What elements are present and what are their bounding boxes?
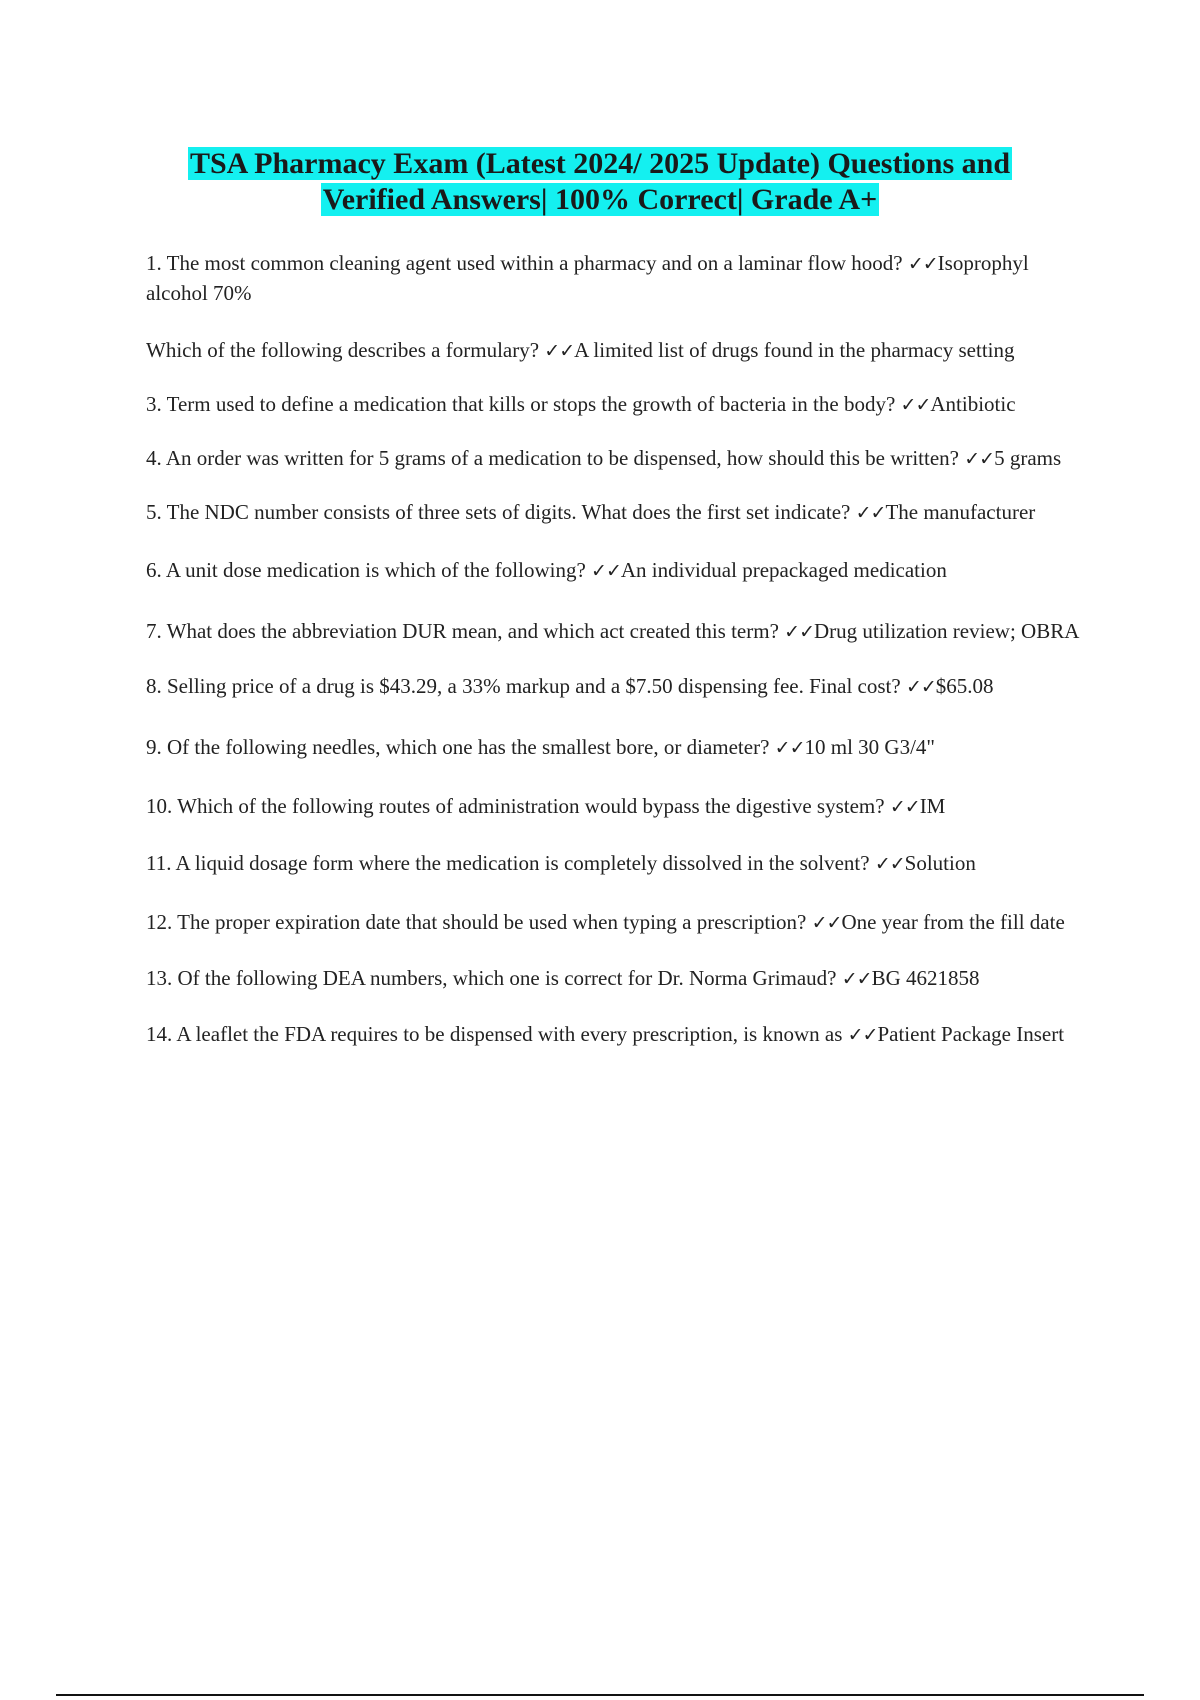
answer-text: 10 ml 30 G3/4" — [804, 735, 935, 759]
check-icon: ✓✓ — [900, 394, 931, 416]
qa-item — [146, 733, 1086, 763]
answer-text: An individual prepackaged medication — [620, 558, 947, 582]
check-icon: ✓✓ — [841, 968, 872, 990]
question-text: 4. An order was written for 5 grams of a medication to be dispensed, how should this be written? — [146, 446, 959, 470]
qa-item — [146, 249, 1086, 308]
question-text: 10. Which of the following routes of administration would bypass the digestive system? — [146, 794, 885, 818]
qa-item — [146, 792, 1086, 822]
question-text: 6. A unit dose medication is which of the following? — [146, 558, 586, 582]
answer-text: One year from the fill date — [841, 910, 1065, 934]
answer-text: Isoprophyl alcohol 70% — [146, 251, 1029, 305]
answer-text: Drug utilization review; OBRA — [814, 619, 1080, 643]
answer-text: Patient Package Insert — [877, 1022, 1065, 1046]
qa-item — [146, 672, 1086, 702]
answer-text: BG 4621858 — [871, 966, 980, 990]
qa-item — [146, 336, 1086, 366]
answer-text: $65.08 — [935, 674, 994, 698]
question-text: 5. The NDC number consists of three sets of digits. What does the first set indicate? — [146, 500, 851, 524]
question-text: 12. The proper expiration date that should be used when typing a prescription? — [146, 910, 807, 934]
check-icon: ✓✓ — [847, 1024, 878, 1046]
qa-item — [146, 390, 1086, 420]
question-text: 3. Term used to define a medication that kills or stops the growth of bacteria in the body? — [146, 392, 896, 416]
question-text: 13. Of the following DEA numbers, which one is correct for Dr. Norma Grimaud? — [146, 966, 837, 990]
qa-item — [146, 908, 1086, 938]
question-text: 9. Of the following needles, which one has the smallest bore, or diameter? — [146, 735, 770, 759]
title-line-1: TSA Pharmacy Exam (Latest 2024/ 2025 Update) Questions and — [189, 147, 1011, 180]
footer-divider — [56, 1694, 1144, 1696]
check-icon: ✓✓ — [889, 796, 920, 818]
answer-text: Antibiotic — [930, 392, 1016, 416]
qa-item — [146, 1020, 1086, 1050]
answer-text: IM — [919, 794, 946, 818]
check-icon: ✓✓ — [907, 253, 938, 275]
check-icon: ✓✓ — [811, 912, 842, 934]
question-text: 11. A liquid dosage form where the medication is completely dissolved in the solvent? — [146, 851, 870, 875]
qa-item — [146, 556, 1086, 586]
qa-item — [146, 617, 1086, 647]
check-icon: ✓✓ — [774, 737, 805, 759]
qa-item — [146, 444, 1086, 474]
question-text: 7. What does the abbreviation DUR mean, and which act created this term? — [146, 619, 779, 643]
qa-item — [146, 964, 1086, 994]
document-title — [0, 146, 1200, 218]
qa-list — [146, 249, 1086, 1050]
check-icon: ✓✓ — [784, 621, 814, 643]
answer-text: 5 grams — [994, 446, 1062, 470]
check-icon: ✓✓ — [591, 560, 621, 582]
question-text: 1. The most common cleaning agent used within a pharmacy and on a laminar flow hood? — [146, 251, 903, 275]
check-icon: ✓✓ — [855, 502, 886, 524]
question-text: 14. A leaflet the FDA requires to be dispensed with every prescription, is known as — [146, 1022, 843, 1046]
check-icon: ✓✓ — [544, 340, 575, 362]
question-text: Which of the following describes a formulary? — [146, 338, 540, 362]
question-text: 8. Selling price of a drug is $43.29, a 33% markup and a $7.50 dispensing fee. Final cost? — [146, 674, 901, 698]
check-icon: ✓✓ — [874, 853, 905, 875]
qa-item — [146, 849, 1086, 879]
answer-text: The manufacturer — [885, 500, 1036, 524]
title-line-2: Verified Answers| 100% Correct| Grade A+ — [322, 183, 878, 216]
check-icon: ✓✓ — [905, 676, 936, 698]
check-icon: ✓✓ — [964, 448, 995, 470]
answer-text: A limited list of drugs found in the pharmacy setting — [574, 338, 1015, 362]
answer-text: Solution — [904, 851, 976, 875]
qa-item — [146, 498, 1086, 528]
